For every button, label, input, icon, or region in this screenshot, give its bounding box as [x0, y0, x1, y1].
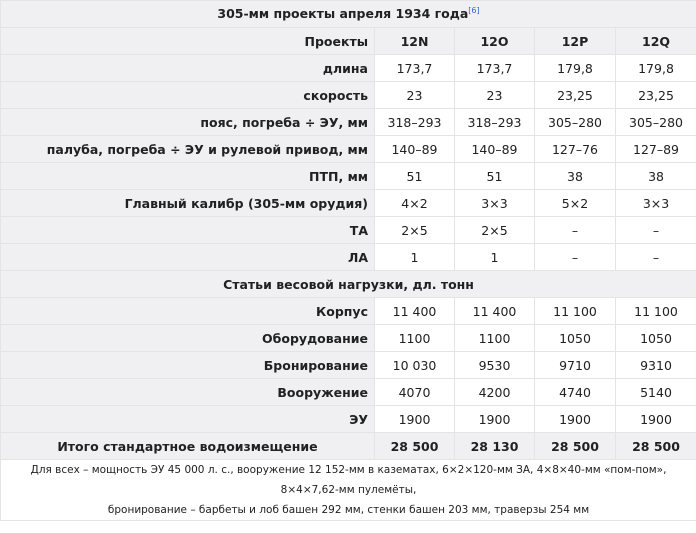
project-header: 12O: [455, 28, 535, 55]
cell-value: –: [616, 217, 696, 244]
row-label: пояс, погреба ÷ ЭУ, мм: [1, 109, 375, 136]
cell-value: 2×5: [455, 217, 535, 244]
cell-value: 23: [455, 82, 535, 109]
table-title-text: 305-мм проекты апреля 1934 года: [217, 6, 469, 22]
total-value: 28 500: [535, 433, 616, 460]
total-label: Итого стандартное водоизмещение: [1, 433, 375, 460]
cell-value: –: [616, 244, 696, 271]
cell-value: 11 100: [535, 298, 616, 325]
table-row: [1, 244, 696, 271]
cell-value: 305–280: [616, 109, 696, 136]
cell-value: 1100: [455, 325, 535, 352]
cell-value: 127–89: [616, 136, 696, 163]
table-row: [1, 325, 696, 352]
cell-value: 1: [375, 244, 455, 271]
cell-value: 11 100: [616, 298, 696, 325]
table-row: [1, 109, 696, 136]
row-label: Оборудование: [1, 325, 375, 352]
cell-value: 140–89: [455, 136, 535, 163]
total-value: 28 130: [455, 433, 535, 460]
row-label: палуба, погреба ÷ ЭУ и рулевой привод, мм: [1, 136, 375, 163]
reference-link[interactable]: [6]: [468, 6, 480, 16]
table-row: [1, 136, 696, 163]
table-row: [1, 298, 696, 325]
table-row: [1, 379, 696, 406]
cell-value: 38: [535, 163, 616, 190]
cell-value: 1100: [375, 325, 455, 352]
cell-value: 5140: [616, 379, 696, 406]
cell-value: 4200: [455, 379, 535, 406]
row-label: длина: [1, 55, 375, 82]
footnote-row: [1, 460, 696, 521]
footnote-line: бронирование – барбеты и лоб башен 292 мм, стенки башен 203 мм, траверзы 254 мм: [107, 504, 590, 516]
weights-section-title: Статьи весовой нагрузки, дл. тонн: [1, 271, 696, 298]
cell-value: 9530: [455, 352, 535, 379]
total-value: 28 500: [375, 433, 455, 460]
cell-value: 173,7: [455, 55, 535, 82]
cell-value: 11 400: [375, 298, 455, 325]
cell-value: 1900: [535, 406, 616, 433]
cell-value: 3×3: [455, 190, 535, 217]
cell-value: 23: [375, 82, 455, 109]
cell-value: 23,25: [616, 82, 696, 109]
cell-value: 1900: [616, 406, 696, 433]
row-label: Вооружение: [1, 379, 375, 406]
row-label: ПТП, мм: [1, 163, 375, 190]
project-header: 12Q: [616, 28, 696, 55]
footnote: [1, 460, 696, 521]
cell-value: 127–76: [535, 136, 616, 163]
cell-value: 38: [616, 163, 696, 190]
row-label: ЛА: [1, 244, 375, 271]
cell-value: 305–280: [535, 109, 616, 136]
project-header: 12P: [535, 28, 616, 55]
footnote-line: Для всех – мощность ЭУ 45 000 л. с., вооружение 12 152-мм в казематах, 6×2×120-мм ЗА, 4×8×40-мм «пом-пом», 8×4×7,62-мм пулемёты,: [30, 464, 667, 496]
cell-value: 318–293: [375, 109, 455, 136]
cell-value: 9310: [616, 352, 696, 379]
cell-value: 1050: [535, 325, 616, 352]
cell-value: 11 400: [455, 298, 535, 325]
cell-value: 51: [455, 163, 535, 190]
cell-value: 1900: [375, 406, 455, 433]
cell-value: 51: [375, 163, 455, 190]
row-label: Главный калибр (305-мм орудия): [1, 190, 375, 217]
cell-value: 9710: [535, 352, 616, 379]
cell-value: 3×3: [616, 190, 696, 217]
cell-value: 4×2: [375, 190, 455, 217]
cell-value: 23,25: [535, 82, 616, 109]
cell-value: 2×5: [375, 217, 455, 244]
cell-value: –: [535, 244, 616, 271]
header-row: [1, 28, 696, 55]
cell-value: 4740: [535, 379, 616, 406]
cell-value: 5×2: [535, 190, 616, 217]
cell-value: 1050: [616, 325, 696, 352]
section-row: [1, 271, 696, 298]
cell-value: 1: [455, 244, 535, 271]
header-label: Проекты: [1, 28, 375, 55]
cell-value: 318–293: [455, 109, 535, 136]
table-row: [1, 55, 696, 82]
cell-value: 140–89: [375, 136, 455, 163]
row-label: ЭУ: [1, 406, 375, 433]
row-label: ТА: [1, 217, 375, 244]
cell-value: 173,7: [375, 55, 455, 82]
total-row: [1, 433, 696, 460]
table-row: [1, 163, 696, 190]
project-header: 12N: [375, 28, 455, 55]
table-row: [1, 217, 696, 244]
cell-value: 1900: [455, 406, 535, 433]
cell-value: 10 030: [375, 352, 455, 379]
cell-value: 179,8: [535, 55, 616, 82]
table-row: [1, 352, 696, 379]
table-row: [1, 406, 696, 433]
cell-value: –: [535, 217, 616, 244]
row-label: Корпус: [1, 298, 375, 325]
cell-value: 4070: [375, 379, 455, 406]
row-label: скорость: [1, 82, 375, 109]
table-row: [1, 82, 696, 109]
table-title: [1, 1, 696, 28]
cell-value: 179,8: [616, 55, 696, 82]
title-row: [1, 1, 696, 28]
table-row: [1, 190, 696, 217]
total-value: 28 500: [616, 433, 696, 460]
row-label: Бронирование: [1, 352, 375, 379]
